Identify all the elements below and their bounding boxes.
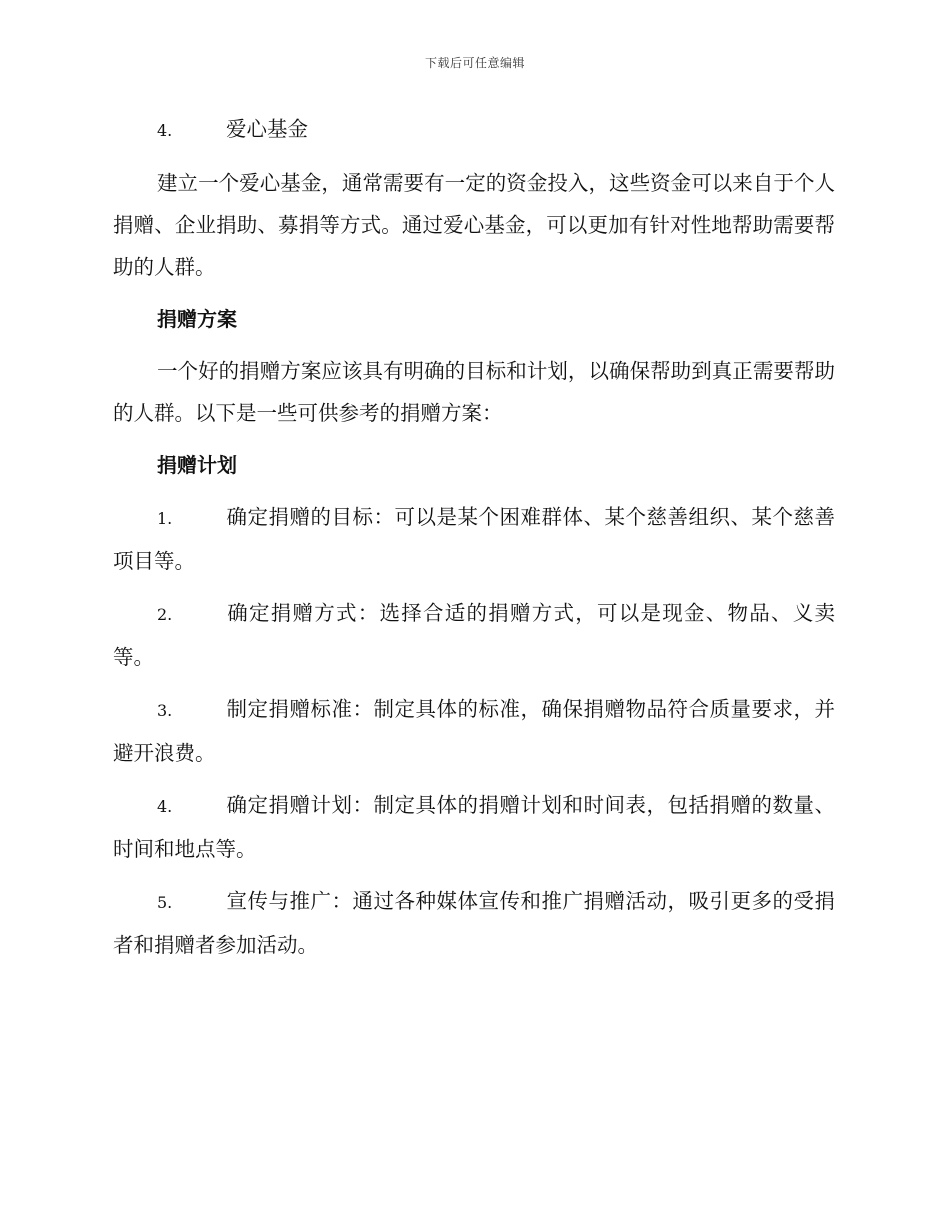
page-header: 下载后可任意编辑 bbox=[424, 56, 525, 70]
step-text: 制定捐赠标准：制定具体的标准，确保捐赠物品符合质量要求，并避开浪费。 bbox=[113, 697, 835, 765]
step-number: 5. bbox=[157, 893, 173, 912]
section-heading-plan: 捐赠方案 bbox=[157, 307, 237, 331]
step-text: 确定捐赠方式：选择合适的捐赠方式，可以是现金、物品、义卖等。 bbox=[113, 601, 835, 669]
step-number: 4. bbox=[157, 797, 173, 816]
step-text: 确定捐赠计划：制定具体的捐赠计划和时间表，包括捐赠的数量、时间和地点等。 bbox=[113, 793, 835, 861]
step-text: 确定捐赠的目标：可以是某个困难群体、某个慈善组织、某个慈善项目等。 bbox=[113, 505, 835, 573]
step-number: 3. bbox=[157, 701, 173, 720]
fund-paragraph: 建立一个爱心基金，通常需要有一定的资金投入，这些资金可以来自于个人捐赠、企业捐助、募捐等方式。通过爱心基金，可以更加有针对性地帮助需要帮助的人群。 bbox=[113, 171, 835, 279]
list-item-number: 4. bbox=[157, 121, 173, 140]
document-body bbox=[113, 108, 835, 976]
list-item-label: 爱心基金 bbox=[226, 117, 308, 141]
plan-paragraph: 一个好的捐赠方案应该具有明确的目标和计划，以确保帮助到真正需要帮助的人群。以下是一些可供参考的捐赠方案： bbox=[113, 359, 835, 425]
step-number: 2. bbox=[157, 605, 173, 624]
step-item-4 bbox=[113, 784, 835, 870]
section-heading-schedule: 捐赠计划 bbox=[157, 453, 237, 477]
step-number: 1. bbox=[157, 509, 173, 528]
step-text: 宣传与推广：通过各种媒体宣传和推广捐赠活动，吸引更多的受捐者和捐赠者参加活动。 bbox=[113, 889, 835, 957]
step-item-5 bbox=[113, 880, 835, 966]
list-item-love-fund bbox=[113, 108, 835, 152]
step-item-3 bbox=[113, 688, 835, 774]
step-item-1 bbox=[113, 496, 835, 582]
step-item-2 bbox=[113, 592, 835, 678]
